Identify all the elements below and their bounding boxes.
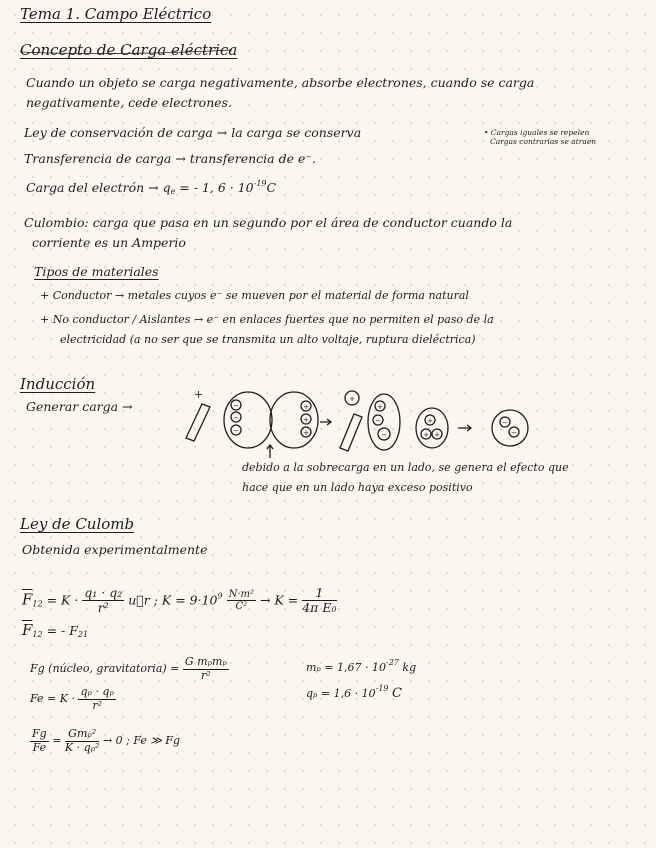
- culombio-line1: Culombio: carga que pasa en un segundo por el área de conductor cuando la: [24, 215, 513, 230]
- svg-text:+: +: [423, 431, 429, 439]
- svg-text:−: −: [381, 431, 387, 439]
- arrow-up-icon: [267, 445, 273, 458]
- ratio-fraction-expanded: Gmₚ² K · qₚ²: [64, 727, 100, 754]
- carga-paragraph-line1: Cuando un objeto se carga negativamente, absorbe electrones, cuando se carga: [26, 75, 535, 90]
- charge-proton: $q_p = 1,6 \cdot 10^{-19}$ C: [306, 684, 402, 701]
- ley-conservacion: Ley de conservación de carga → la carga se conserva: [24, 125, 362, 140]
- svg-text:+: +: [434, 431, 440, 439]
- tipo-conductor: + Conductor → metales cuyos e⁻ se mueven por el material de forma natural: [40, 289, 469, 302]
- svg-text:+: +: [349, 395, 355, 403]
- f12-equals-minus-f21: $\overline{F}_{12}$ = - $F_{21}$: [22, 621, 89, 639]
- sphere-right: [270, 392, 318, 448]
- transferencia-carga: Transferencia de carga → transferencia de e⁻.: [24, 151, 316, 166]
- svg-text:−: −: [233, 402, 239, 410]
- side-note-line2: Cargas contrarias se atraen: [490, 137, 597, 147]
- k-units-fraction: $\frac{\text{N·m²}}{\text{C²}}$: [228, 588, 255, 613]
- svg-text:−: −: [375, 417, 381, 425]
- culombio-line2: corriente es un Amperio: [32, 235, 186, 250]
- rod-plus-sign: +: [194, 388, 204, 401]
- arrow-right-icon-2: [458, 425, 471, 431]
- svg-text:+: +: [377, 403, 383, 411]
- fg-equation: Fg (núcleo, gravitatoria) = G mₚmₚ r²: [30, 655, 227, 682]
- carga-paragraph-line2: negativamente, cede electrones.: [26, 95, 233, 110]
- obtenida-experimentalmente: Obtenida experimentalmente: [22, 542, 208, 557]
- charged-rod: [186, 404, 210, 441]
- svg-text:+: +: [427, 417, 433, 425]
- force-ratio-equation: $\frac{Fg}{Fe}$ = Gmₚ² K · qₚ² → 0 ; Fe ≫ Fg: [32, 727, 181, 754]
- side-note-line1: • Cargas iguales se repelen: [484, 128, 590, 137]
- svg-text:−: −: [233, 427, 239, 435]
- k-constant-fraction: $\frac{1}{\text{4π E₀}}$: [302, 585, 337, 616]
- carga-electron: Carga del electrón → $q_e$ = - 1, $6 \cdot 10^{-19}C$: [26, 179, 277, 196]
- tipo-aislante-line1: + No conductor / Aislantes → e⁻ en enlaces fuertes que no permiten el paso de la: [40, 313, 494, 326]
- svg-text:+: +: [303, 416, 309, 424]
- sphere-left: [224, 392, 272, 448]
- section-heading-induccion: Inducción: [20, 375, 96, 393]
- sphere-negative: [492, 410, 528, 446]
- svg-text:+: +: [303, 429, 309, 437]
- induction-note-line1: debido a la sobrecarga en un lado, se genera el efecto que: [242, 461, 569, 474]
- generar-carga: Generar carga →: [26, 399, 133, 414]
- arrow-right-icon: [320, 419, 331, 425]
- plus-charge-icon: [345, 391, 359, 405]
- fg-fraction: G mₚmₚ r²: [184, 655, 227, 682]
- page-title: Tema 1. Campo Eléctrico: [20, 5, 212, 23]
- coulomb-fraction: $\frac{\text{q₁ · q₂}}{\text{r²}}$: [84, 585, 123, 616]
- coulomb-equation: $\overline{F}_{12} = K$ · $\frac{\text{q₁ · q₂}}{\text{r²}}$ u⃗r ; $K = 9\cdot 10^9$ $\frac{\text{N·m²}}{\text{C²}}$ → K = $\frac{1}{\text{4π E₀}}$: [22, 585, 337, 616]
- sphere-separated: [368, 394, 400, 450]
- svg-text:−: −: [233, 414, 239, 422]
- svg-text:−: −: [502, 419, 508, 427]
- ratio-fraction: $\frac{Fg}{Fe}$: [32, 727, 47, 754]
- tipos-materiales-heading: Tipos de materiales: [34, 264, 159, 279]
- svg-text:+: +: [303, 403, 309, 411]
- tipo-aislante-line2: electricidad (a no ser que se transmita un alto voltaje, ruptura dieléctrica): [60, 333, 476, 346]
- svg-text:−: −: [511, 429, 517, 437]
- fe-fraction: $\frac{\text{qₚ · qₚ}}{\text{r²}}$: [80, 685, 114, 712]
- sphere-positive: [416, 408, 448, 448]
- section-heading-carga: Concepto de Carga eléctrica: [20, 41, 238, 59]
- mass-proton: $m_p = 1,67 \cdot 10^{-27}$ kg: [306, 658, 417, 674]
- side-note-cargas: [484, 128, 596, 147]
- section-heading-culomb: Ley de Culomb: [20, 515, 135, 533]
- induction-note-line2: hace que en un lado haya exceso positivo: [242, 481, 473, 494]
- charged-rod-2: [340, 414, 362, 451]
- fe-equation: Fe = K · $\frac{\text{qₚ · qₚ}}{\text{r²}}$: [30, 685, 114, 712]
